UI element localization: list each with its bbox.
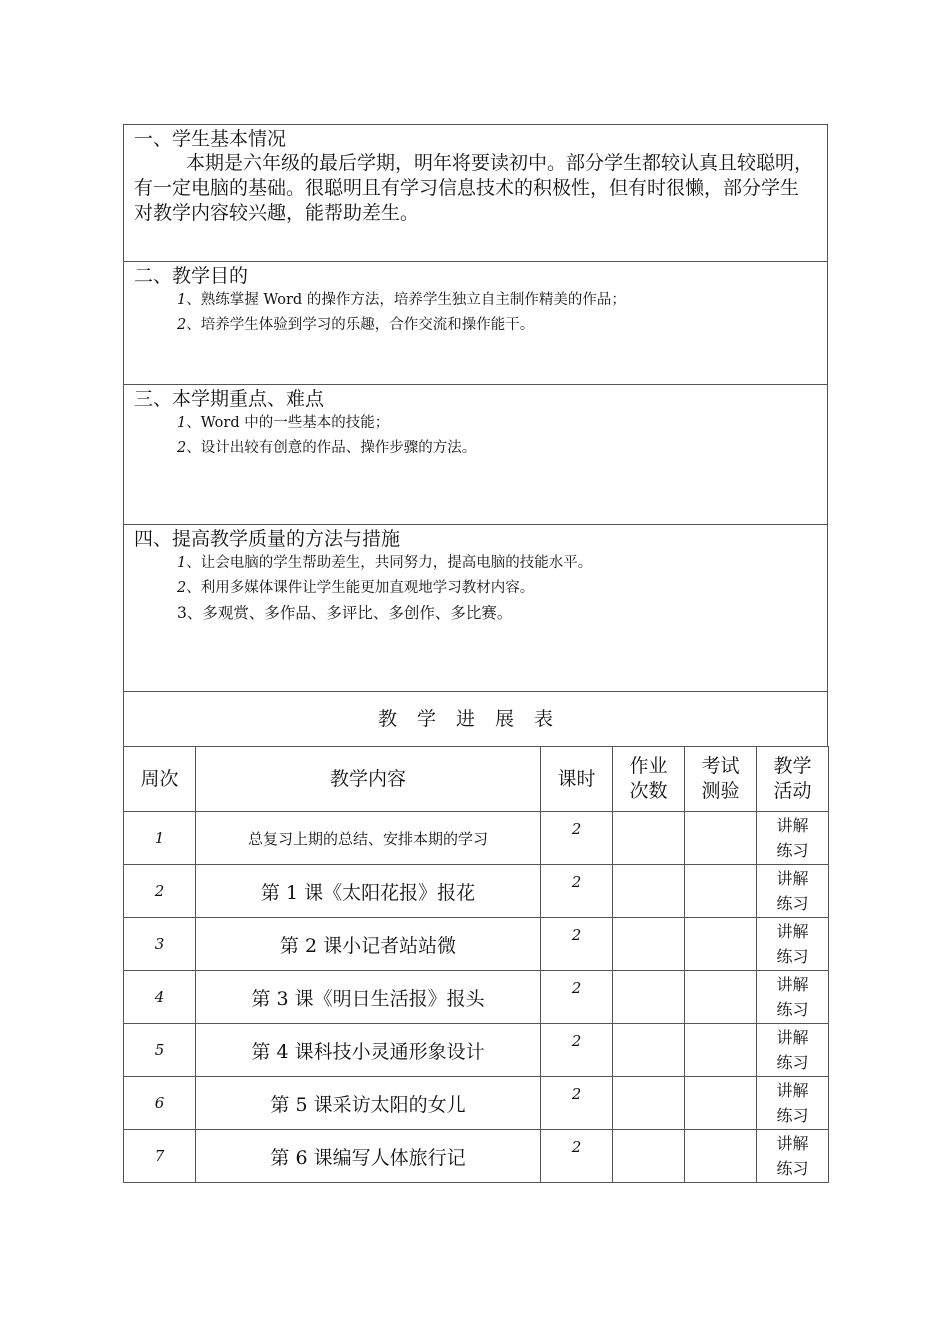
section-teaching-goals (123, 261, 828, 384)
table-row (124, 918, 829, 971)
header-week: 周次 (124, 747, 196, 812)
homework-cell (613, 1024, 685, 1077)
list-item: 1、让会电脑的学生帮助差生，共同努力，提高电脑的技能水平。 (177, 555, 593, 571)
activity-cell: 讲解 练习 (757, 971, 829, 1024)
content-cell: 第 1 课《太阳花报》报花 (196, 865, 541, 918)
section-title: 二、教学目的 (134, 265, 249, 287)
section-body: 本期是六年级的最后学期，明年将要读初中。部分学生都较认真且较聪明，有一定电脑的基础。很聪明且有学习信息技术的积极性，但有时很懒，部分学生对教学内容较兴趣，能帮助差生。 (134, 152, 814, 224)
week-cell: 4 (124, 971, 196, 1024)
exam-cell (685, 918, 757, 971)
list-item: 1、Word 中的一些基本的技能； (177, 415, 390, 431)
table-row (124, 865, 829, 918)
content-cell: 第 6 课编写人体旅行记 (196, 1130, 541, 1183)
list-item: 2、培养学生体验到学习的乐趣，合作交流和操作能干。 (177, 317, 535, 333)
exam-cell (685, 812, 757, 865)
activity-cell: 讲解 练习 (757, 1130, 829, 1183)
exam-cell (685, 1130, 757, 1183)
section-student-situation (123, 124, 828, 261)
week-cell: 2 (124, 865, 196, 918)
activity-cell: 讲解 练习 (757, 865, 829, 918)
activity-cell: 讲解 练习 (757, 1077, 829, 1130)
table-row (124, 1024, 829, 1077)
table-row (124, 1077, 829, 1130)
schedule-title: 教学进展表 (123, 691, 828, 746)
content-cell: 第 5 课采访太阳的女儿 (196, 1077, 541, 1130)
homework-cell (613, 865, 685, 918)
table-header-row (124, 747, 829, 812)
week-cell: 5 (124, 1024, 196, 1077)
list-item: 3、多观赏、多作品、多评比、多创作、多比赛。 (177, 604, 513, 622)
section-title: 四、提高教学质量的方法与措施 (134, 528, 401, 550)
week-cell: 3 (124, 918, 196, 971)
activity-cell: 讲解 练习 (757, 1024, 829, 1077)
content-cell: 第 2 课小记者站站微 (196, 918, 541, 971)
header-hours: 课时 (541, 747, 613, 812)
homework-cell (613, 971, 685, 1024)
schedule-table (123, 746, 829, 1183)
activity-cell: 讲解 练习 (757, 918, 829, 971)
header-homework: 作业 次数 (613, 747, 685, 812)
header-exam: 考试 测验 (685, 747, 757, 812)
header-activity: 教学 活动 (757, 747, 829, 812)
header-content: 教学内容 (196, 747, 541, 812)
content-cell: 第 4 课科技小灵通形象设计 (196, 1024, 541, 1077)
hours-cell: 2 (541, 1077, 613, 1130)
section-title: 三、本学期重点、难点 (134, 388, 325, 410)
list-item: 1、熟练掌握 Word 的操作方法，培养学生独立自主制作精美的作品； (177, 292, 626, 308)
section-key-points (123, 384, 828, 524)
week-cell: 6 (124, 1077, 196, 1130)
homework-cell (613, 1077, 685, 1130)
hours-cell: 2 (541, 1024, 613, 1077)
section-methods (123, 524, 828, 691)
hours-cell: 2 (541, 918, 613, 971)
exam-cell (685, 971, 757, 1024)
activity-cell: 讲解 练习 (757, 812, 829, 865)
table-row (124, 812, 829, 865)
homework-cell (613, 918, 685, 971)
content-cell: 第 3 课《明日生活报》报头 (196, 971, 541, 1024)
hours-cell: 2 (541, 1130, 613, 1183)
teaching-plan-page (123, 124, 828, 1183)
homework-cell (613, 1130, 685, 1183)
exam-cell (685, 1024, 757, 1077)
table-row (124, 971, 829, 1024)
week-cell: 1 (124, 812, 196, 865)
exam-cell (685, 865, 757, 918)
hours-cell: 2 (541, 971, 613, 1024)
content-cell: 总复习上期的总结、安排本期的学习 (196, 812, 541, 865)
week-cell: 7 (124, 1130, 196, 1183)
list-item: 2、设计出较有创意的作品、操作步骤的方法。 (177, 440, 477, 456)
hours-cell: 2 (541, 812, 613, 865)
homework-cell (613, 812, 685, 865)
exam-cell (685, 1077, 757, 1130)
section-title: 一、学生基本情况 (134, 128, 287, 150)
list-item: 2、利用多媒体课件让学生能更加直观地学习教材内容。 (177, 580, 535, 596)
hours-cell: 2 (541, 865, 613, 918)
table-row (124, 1130, 829, 1183)
